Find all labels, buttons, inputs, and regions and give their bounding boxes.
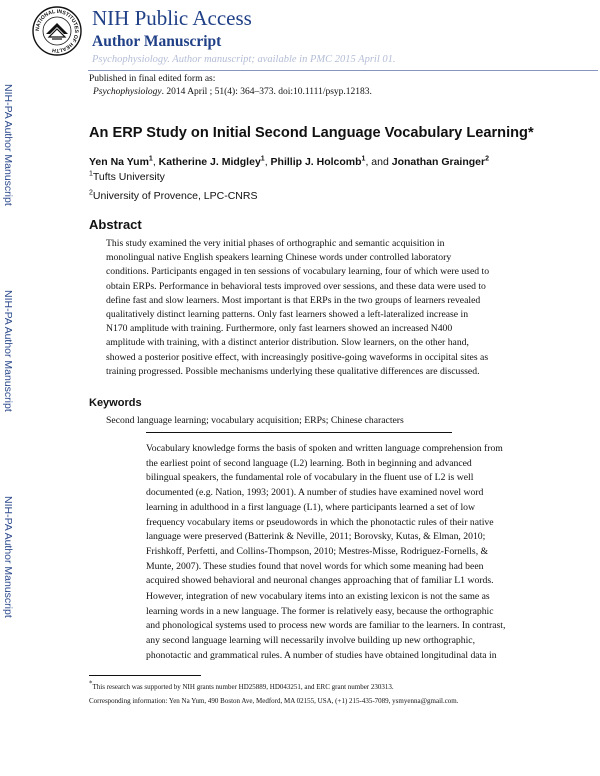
citation [93, 87, 372, 97]
body-line: and phonological systems used to process new words are familiar to the learners. In contrast, [146, 620, 506, 632]
title-footnote-mark[interactable]: * [527, 125, 534, 141]
corresponding-info: Corresponding information: Yen Na Yum, 490 Boston Ave, Medford, MA 02155, USA, (+1) 215-435-7089, ysmyenna@gmail.com. [89, 697, 459, 705]
body-paragraph [146, 442, 541, 589]
sidebar-label: NIH-PA Author Manuscript [2, 84, 14, 206]
author-separator: , and [365, 156, 392, 168]
author-separator: , [152, 156, 159, 168]
abstract-line: obtain ERPs. Performance in behavioral tests improved over sessions, and these data were used to [106, 280, 486, 292]
body-line: documented (e.g. Nation, 1993; 2001). A number of studies have examined novel word [146, 487, 484, 499]
author-name: Yen Na Yum [89, 156, 149, 168]
author-affiliation-mark: 1 [260, 155, 265, 163]
abstract-line: showed a posterior positive effect, with increasingly positive-going waveforms in occipital sites as [106, 351, 489, 363]
affiliation-mark: 1 [89, 170, 93, 178]
body-line: bilingual speakers, the fundamental role of vocabulary in the fluent use of L2 is well [146, 472, 474, 484]
affiliation-text: University of Provence, LPC-CNRS [92, 190, 258, 202]
affiliation [89, 190, 257, 202]
body-line: However, integration of new vocabulary items into an existing lexicon is not the same as [146, 591, 490, 602]
affiliation-mark: 2 [89, 189, 93, 197]
abstract-line: qualitatively distinct learning patterns. Only fast learners showed a left-lateralized increase in [106, 309, 469, 321]
author-separator: , [264, 156, 271, 168]
body-line: frequency vocabulary items or pseudowords in which the phonotactic rules of their native [146, 516, 494, 528]
author-affiliation-mark: 1 [148, 155, 153, 163]
footnote-text: This research was supported by NIH grants number HD25889, HD043251, and ERC grant number 230313. [92, 683, 394, 691]
body-line: phonotactic and grammatical rules. A number of studies have obtained longitudinal data in [146, 649, 497, 661]
body-line: learning in adulthood in a first language (L1), where participants learned a set of low [146, 501, 475, 513]
nih-logo-icon [32, 6, 82, 56]
body-line: the earliest point of second language (L2) learning. Both in beginning and advanced [146, 457, 472, 469]
body-line: learning words in a new language. The former is relatively easy, because the orthographic [146, 605, 494, 617]
abstract-heading: Abstract [89, 217, 142, 232]
author-affiliation-mark: 2 [485, 155, 489, 163]
citation-details: . 2014 April ; 51(4): 364–373. doi:10.1111/psyp.12183. [161, 87, 372, 97]
abstract-line: This study examined the very initial phases of orthographic and semantic acquisition in [106, 238, 445, 249]
keywords-heading: Keywords [89, 397, 142, 409]
body-line: Vocabulary knowledge forms the basis of spoken and written language comprehension from [146, 443, 503, 454]
nih-public-access-title: NIH Public Access [92, 6, 252, 30]
affiliation-text: Tufts University [92, 171, 165, 183]
body-line: Frishkoff, Perfetti, and Collins-Thompson, 2010; Mestres-Misse, Rodriguez-Fornells, & [146, 545, 489, 557]
abstract-line: conditions. Participants engaged in ten sessions of vocabulary learning, four of which were used to [106, 266, 490, 278]
section-rule [146, 432, 452, 433]
body-line: any second language learning will necessarily involve building up new orthographic, [146, 635, 476, 647]
body-line: Munte, 2007). These studies found that novel words for which some meaning had been [146, 560, 484, 572]
article-title-text: An ERP Study on Initial Second Language Vocabulary Learning [89, 125, 528, 141]
author-name: Phillip J. Holcomb [270, 156, 362, 168]
sidebar-label: NIH-PA Author Manuscript [2, 496, 14, 618]
abstract-line: define fast and slow learners. Most important is that ERPs in the two groups of learners revealed [106, 294, 481, 306]
affiliation [89, 171, 165, 183]
manuscript-availability: Psychophysiology. Author manuscript; available in PMC 2015 April 01. [92, 54, 396, 65]
abstract-body [106, 237, 524, 379]
abstract-line: N170 amplitude with training. Furthermore, only fast learners showed an increased N400 [106, 323, 453, 335]
header-rule [88, 70, 598, 71]
svg-text:NATIONAL INSTITUTES OF HEALTH: NATIONAL INSTITUTES OF HEALTH [34, 8, 80, 54]
author-manuscript-title: Author Manuscript [92, 33, 222, 50]
body-line: language were preserved (Batterink & Neville, 2011; Borovsky, Kutas, & Elman, 2010; [146, 531, 486, 543]
abstract-line: training progressed. Possible mechanisms underlying these qualitative differences are discussed. [106, 365, 480, 377]
keywords-list: Second language learning; vocabulary acquisition; ERPs; Chinese characters [106, 415, 404, 426]
body-line: acquired showed behavioral and neuronal changes approaching that of familiar L1 words. [146, 575, 494, 587]
abstract-line: monolingual native English speakers learning Chinese words under controlled laboratory [106, 252, 452, 264]
author-name: Katherine J. Midgley [158, 156, 261, 168]
author-name: Jonathan Grainger [391, 156, 486, 168]
footnote [89, 679, 394, 691]
footnote-rule [89, 675, 201, 676]
footnote-mark: * [89, 679, 93, 688]
author-list [89, 156, 489, 168]
sidebar-label: NIH-PA Author Manuscript [2, 290, 14, 412]
journal-name: Psychophysiology [93, 87, 162, 97]
published-note: Published in final edited form as: [89, 74, 216, 84]
article-title [89, 125, 534, 141]
author-affiliation-mark: 1 [361, 155, 366, 163]
abstract-line: amplitude with training, with a distinct anterior distribution. Slow learners, on the other hand, [106, 337, 469, 349]
sidebar [0, 0, 30, 776]
body-paragraph [146, 590, 541, 664]
